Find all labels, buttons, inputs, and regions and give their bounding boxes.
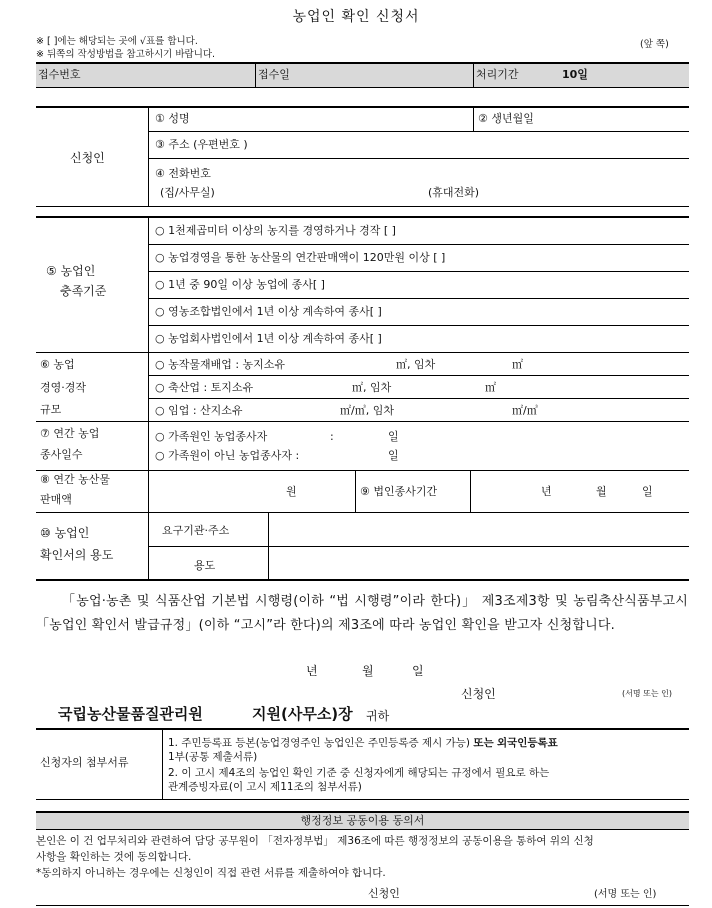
purpose-label: 용도 bbox=[194, 559, 216, 572]
scale-label-2: 경영·경작 bbox=[40, 381, 87, 394]
consent-text-1: 본인은 이 건 업무처리와 관련하여 담당 공무원이 「전자정부법」 제36조에 따른 행정정보의 공동이용을 통하여 위의 신청 bbox=[36, 835, 594, 847]
divider bbox=[148, 271, 689, 272]
divider bbox=[473, 107, 474, 131]
divider bbox=[36, 512, 689, 513]
date-year: 년 bbox=[306, 664, 318, 678]
criteria-item: ○ 영농조합법인에서 1년 이상 계속하여 종사[ ] bbox=[155, 305, 382, 318]
date-day: 일 bbox=[412, 664, 424, 678]
sales-label-1: ⑧ 연간 농산물 bbox=[40, 473, 110, 486]
mobile-phone-label: (휴대전화) bbox=[428, 186, 480, 199]
divider bbox=[36, 87, 689, 88]
usage-label-1: ⑩ 농업인 bbox=[40, 526, 90, 540]
consent-note: *동의하지 아니하는 경우에는 신청인이 직접 관련 서류를 제출하여야 합니다. bbox=[36, 867, 386, 879]
nonfamily-worker-label: ○ 가족원이 아닌 농업종사자 : bbox=[155, 449, 300, 462]
divider bbox=[36, 470, 689, 471]
divider bbox=[148, 107, 149, 206]
sales-label-2: 판매액 bbox=[40, 493, 72, 506]
days-label-1: ⑦ 연간 농업 bbox=[40, 427, 100, 440]
divider bbox=[148, 298, 689, 299]
divider bbox=[36, 421, 689, 422]
sales-unit: 원 bbox=[286, 485, 297, 498]
name-label: ① 성명 bbox=[155, 112, 190, 125]
family-worker-colon: : bbox=[330, 430, 334, 443]
livestock-leased-unit: ㎡ bbox=[485, 381, 496, 394]
receipt-date-label: 접수일 bbox=[258, 68, 290, 81]
criteria-item: ○ 농업경영을 통한 농산물의 연간판매액이 120만원 이상 [ ] bbox=[155, 251, 446, 264]
attachment-item-1-cont: 1부(공통 제출서류) bbox=[168, 751, 258, 763]
signature-hint: (서명 또는 인) bbox=[622, 689, 672, 698]
form-title: 농업인 확인 신청서 bbox=[292, 9, 420, 25]
consent-text-2: 사항을 확인하는 것에 동의합니다. bbox=[36, 851, 192, 863]
criteria-item: ○ 농업회사법인에서 1년 이상 계속하여 종사[ ] bbox=[155, 332, 382, 345]
address-label: ③ 주소 (우편번호 ) bbox=[155, 138, 248, 151]
divider bbox=[36, 829, 689, 830]
forest-leased-label: ㎡/㎥, 임차 bbox=[340, 404, 394, 417]
scale-label-3: 규모 bbox=[40, 403, 62, 416]
recipient-honorific: 귀하 bbox=[366, 709, 390, 723]
divider bbox=[148, 398, 689, 399]
divider bbox=[36, 216, 689, 218]
attachment-item-1 bbox=[168, 738, 558, 749]
requesting-agency-label: 요구기관·주소 bbox=[162, 524, 230, 537]
corp-period-label: ⑨ 법인종사기간 bbox=[360, 485, 438, 498]
criteria-label-2: 충족기준 bbox=[60, 284, 107, 298]
note-reference: ※ 뒤쪽의 작성방법을 참고하시기 바랍니다. bbox=[36, 49, 216, 60]
corp-period-day: 일 bbox=[642, 485, 653, 498]
attachments-label: 신청자의 첨부서류 bbox=[40, 756, 129, 769]
family-worker-unit: 일 bbox=[388, 430, 399, 443]
birthdate-label: ② 생년월일 bbox=[478, 112, 534, 125]
crop-leased-unit: ㎡ bbox=[512, 358, 523, 371]
divider bbox=[148, 244, 689, 245]
usage-label-2: 확인서의 용도 bbox=[40, 548, 114, 562]
signer-label: 신청인 bbox=[461, 687, 496, 701]
family-worker-label: ○ 가족원인 농업종사자 bbox=[155, 430, 268, 443]
consent-title: 행정정보 공동이용 동의서 bbox=[300, 814, 425, 827]
applicant-label: 신청인 bbox=[70, 151, 105, 165]
divider bbox=[36, 352, 689, 353]
criteria-item: ○ 1년 중 90일 이상 농업에 종사[ ] bbox=[155, 278, 325, 291]
application-statement: 「농업·농촌 및 식품산업 기본법 시행령(이하 “법 시행령”이라 한다)」 제3조제3항 및 농림축산식품부고시 「농업인 확인서 발급규정」(이하 “고시”라 한다)의 제3조에 따라 농업인 확인을 받고자 신청합니다. bbox=[36, 594, 688, 633]
criteria-label-1: ⑤ 농업인 bbox=[46, 264, 96, 278]
divider bbox=[36, 206, 689, 207]
receipt-number-label: 접수번호 bbox=[38, 68, 81, 81]
divider bbox=[36, 728, 689, 730]
forest-owned-label: ○ 임업 : 산지소유 bbox=[155, 404, 243, 417]
divider bbox=[162, 729, 163, 799]
receipt-row-bg bbox=[36, 63, 689, 87]
divider bbox=[255, 63, 256, 87]
days-label-2: 종사일수 bbox=[40, 448, 83, 461]
divider bbox=[355, 471, 356, 512]
livestock-owned-label: ○ 축산업 : 토지소유 bbox=[155, 381, 254, 394]
recipient-org: 국립농산물품질관리원 bbox=[58, 705, 203, 723]
attachment-item-1-text: 1. 주민등록표 등본(농업경영주인 농업인은 주민등록증 제시 가능) bbox=[168, 737, 470, 749]
crop-owned-label: ○ 농작물재배업 : 농지소유 bbox=[155, 358, 286, 371]
forest-leased-unit: ㎡/㎥ bbox=[512, 404, 538, 417]
attachment-item-2-cont: 관계증빙자료(이 고시 제11조의 첨부서류) bbox=[168, 781, 362, 793]
divider bbox=[148, 131, 689, 132]
note-check: ※ [ ]에는 해당되는 곳에 √표를 합니다. bbox=[36, 36, 198, 47]
divider bbox=[148, 471, 149, 512]
criteria-item: ○ 1천제곱미터 이상의 농지를 경영하거나 경작 [ ] bbox=[155, 224, 396, 237]
processing-period-value: 10일 bbox=[562, 68, 588, 81]
scale-label-1: ⑥ 농업 bbox=[40, 358, 75, 371]
divider bbox=[36, 106, 689, 108]
divider bbox=[36, 799, 689, 800]
page-side: (앞 쪽) bbox=[640, 39, 669, 50]
divider bbox=[148, 158, 689, 159]
divider bbox=[36, 62, 689, 64]
home-phone-label: (집/사무실) bbox=[160, 186, 215, 199]
corp-period-month: 월 bbox=[596, 485, 607, 498]
divider bbox=[36, 905, 689, 906]
recipient-branch: 지원(사무소)장 bbox=[252, 705, 353, 723]
livestock-leased-label: ㎡, 임차 bbox=[352, 381, 392, 394]
attachment-or: 또는 bbox=[473, 737, 494, 749]
date-month: 월 bbox=[362, 664, 374, 678]
divider bbox=[148, 217, 149, 470]
divider bbox=[148, 375, 689, 376]
divider bbox=[148, 546, 689, 547]
divider bbox=[470, 471, 471, 512]
attachment-foreigner: 외국인등록표 bbox=[496, 737, 558, 749]
divider bbox=[36, 579, 689, 581]
consent-signer-label: 신청인 bbox=[368, 887, 400, 900]
phone-label: ④ 전화번호 bbox=[155, 167, 211, 180]
corp-period-year: 년 bbox=[541, 485, 552, 498]
divider bbox=[473, 63, 474, 87]
divider bbox=[148, 325, 689, 326]
consent-signature-hint: (서명 또는 인) bbox=[594, 889, 657, 900]
divider bbox=[36, 811, 689, 813]
crop-leased-label: ㎡, 임차 bbox=[396, 358, 436, 371]
processing-period-label: 처리기간 bbox=[476, 68, 519, 81]
attachment-item-2: 2. 이 고시 제4조의 농업인 확인 기준 중 신청자에게 해당되는 규정에서 필요로 하는 bbox=[168, 767, 550, 779]
nonfamily-worker-unit: 일 bbox=[388, 449, 399, 462]
